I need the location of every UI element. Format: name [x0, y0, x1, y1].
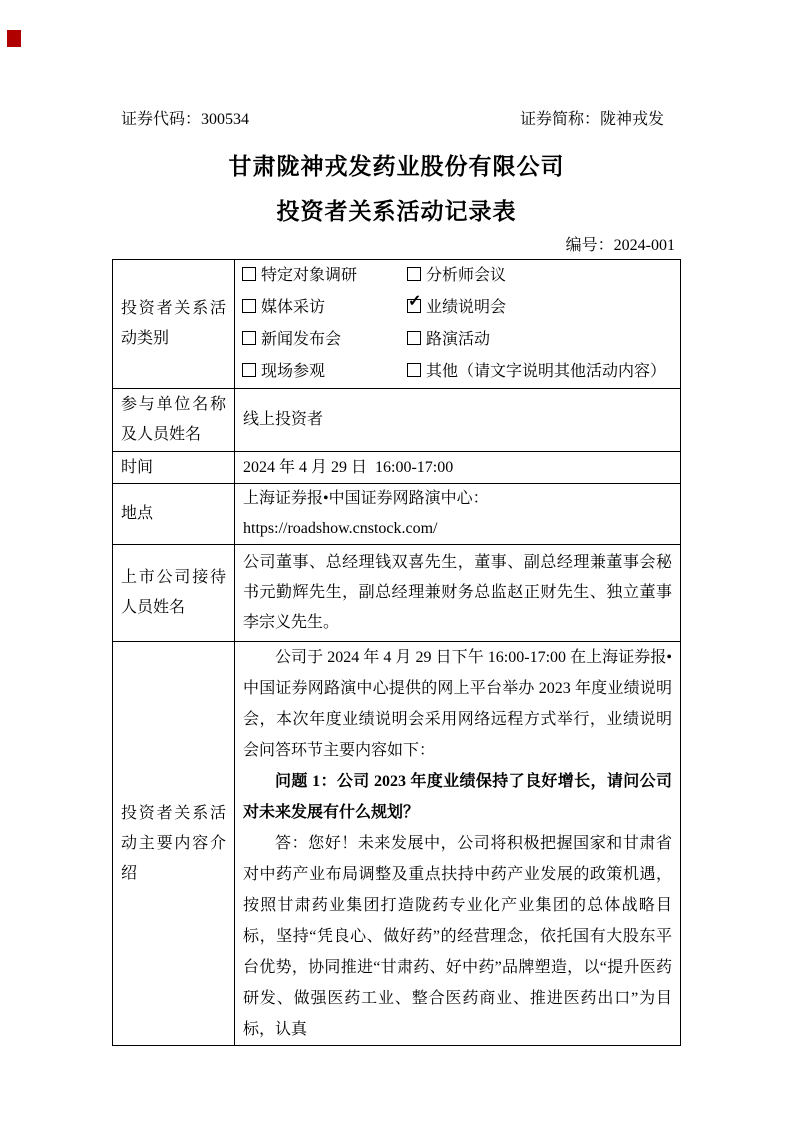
- roadshow-url-link[interactable]: https://roadshow.cnstock.com/: [243, 520, 438, 537]
- question-1-paragraph: 问题 1：公司 2023 年度业绩保持了良好增长，请问公司对未来发展有什么规划？: [243, 773, 672, 821]
- table-row: [113, 452, 681, 484]
- table-row: [113, 484, 681, 545]
- checkbox-label: 分析师会议: [426, 267, 507, 284]
- table-row: [113, 545, 681, 642]
- checkbox-label: 业绩说明会: [426, 299, 507, 316]
- checkbox-option: [242, 356, 403, 388]
- location-line1: 上海证券报•中国证券网路演中心：: [243, 490, 489, 507]
- checkbox-line: [242, 324, 672, 356]
- location-label: 地点: [113, 484, 235, 545]
- stock-code-text: 证券代码：300534: [121, 111, 250, 128]
- main-content-cell: [235, 642, 681, 1046]
- time-value: 2024 年 4 月 29 日 16:00-17:00: [235, 452, 681, 484]
- checkbox-line: [242, 260, 672, 292]
- checkbox-label: 新闻发布会: [261, 331, 342, 348]
- stock-abbr-text: 证券简称：陇神戎发: [520, 111, 665, 128]
- checkbox-icon: [242, 299, 256, 313]
- check-mark-icon: ✓: [408, 293, 422, 310]
- intro-paragraph: 公司于 2024 年 4 月 29 日下午 16:00-17:00 在上海证券报•中国证券网路演中心提供的网上平台举办 2023 年度业绩说明会，本次年度业绩说明会采用网络远程方式举行，业绩说明会问答环节主要内容如下：: [243, 649, 672, 759]
- table-row: [113, 260, 681, 389]
- checkbox-label: 其他（请文字说明其他活动内容）: [426, 363, 667, 380]
- checkbox-option: [242, 292, 403, 324]
- participants-label: 参与单位名称及人员姓名: [113, 389, 235, 452]
- activity-type-label: 投资者关系活动类别: [113, 260, 235, 389]
- checkbox-option: [407, 260, 506, 292]
- checkbox-line: [242, 292, 672, 324]
- answer-1-paragraph: 答：您好！未来发展中，公司将积极把握国家和甘肃省对中药产业布局调整及重点扶持中药产业发展的政策机遇，按照甘肃药业集团打造陇药专业化产业集团的总体战略目标，坚持“凭良心、做好药”的经营理念，依托国有大股东平台优势，协同推进“甘肃药、好中药”品牌塑造，以“提升医药研发、做强医药工业、整合医药商业、推进医药出口”为目标，认真: [243, 835, 672, 1038]
- checkbox-line: [242, 356, 672, 388]
- checkbox-label: 媒体采访: [261, 299, 326, 316]
- location-cell: [235, 484, 681, 545]
- table-row: [113, 642, 681, 1046]
- checkbox-icon: [242, 267, 256, 281]
- checkbox-option: [242, 324, 403, 356]
- checkbox-icon: [242, 331, 256, 345]
- checkbox-icon: [407, 267, 421, 281]
- hosts-label: 上市公司接待人员姓名: [113, 545, 235, 642]
- checkbox-label: 特定对象调研: [261, 267, 358, 284]
- doc-number: 编号：2024-001: [565, 237, 675, 254]
- checkbox-option: [242, 260, 403, 292]
- checkbox-option: [407, 356, 666, 388]
- checkbox-icon: [407, 363, 421, 377]
- checkbox-option-checked: [407, 292, 506, 324]
- activity-type-cell: [235, 260, 681, 389]
- checkbox-label: 路演活动: [426, 331, 491, 348]
- checkbox-label: 现场参观: [261, 363, 326, 380]
- hosts-value: 公司董事、总经理钱双喜先生，董事、副总经理兼董事会秘书元勤辉先生，副总经理兼财务总监赵正财先生、独立董事李宗义先生。: [235, 545, 681, 642]
- table-row: [113, 389, 681, 452]
- company-title: 甘肃陇神戎发药业股份有限公司: [228, 154, 565, 179]
- page-title: 投资者关系活动记录表: [276, 199, 517, 224]
- main-content-label: 投资者关系活动主要内容介绍: [113, 642, 235, 1046]
- red-stamp-mark: [7, 30, 21, 47]
- checkbox-checked-icon: [407, 293, 422, 313]
- checkbox-option: [407, 324, 490, 356]
- participants-value: 线上投资者: [235, 389, 681, 452]
- checkbox-icon: [407, 331, 421, 345]
- time-label: 时间: [113, 452, 235, 484]
- record-table: [112, 259, 681, 1046]
- checkbox-icon: [242, 363, 256, 377]
